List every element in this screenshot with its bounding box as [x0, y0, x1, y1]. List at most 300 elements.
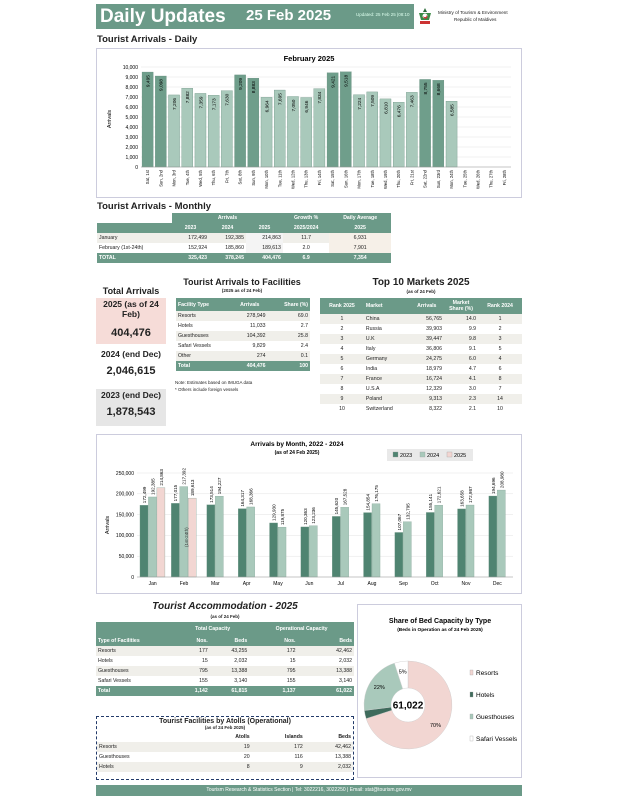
market-row-cell: 5	[320, 354, 364, 364]
monthly-row-cell: 404,476	[246, 253, 283, 263]
month-bar-label: 167,528	[342, 488, 348, 506]
market-row-cell: 6.0	[444, 354, 478, 364]
monthly-row-cell: 7,901	[329, 243, 391, 253]
atoll-row-cell: Guesthouses	[99, 754, 130, 760]
month-bar	[148, 497, 156, 577]
y-tick-label: 100,000	[115, 533, 134, 540]
facility-row-cell: 11,033	[250, 323, 266, 329]
accom-col-op-nos: Nos.	[284, 638, 296, 644]
month-bar	[188, 498, 196, 577]
daily-bar-label: 8,755	[423, 82, 429, 95]
accom-col-type: Type of Facilities	[98, 638, 140, 644]
month-bar-label: 145,620	[334, 497, 340, 515]
col-growth: 2025/2024	[293, 225, 319, 231]
y-tick-label: 9,000	[125, 74, 138, 81]
facilities-title: Tourist Arrivals to Facilities	[183, 277, 301, 287]
atoll-row	[97, 752, 353, 762]
market-row-cell: 1	[478, 314, 522, 324]
market-row	[320, 364, 522, 374]
month-x-label: Mar	[211, 581, 220, 587]
month-bar-label: 172,499	[141, 486, 147, 504]
total-2024-value: 2,046,615	[106, 365, 156, 377]
daily-bar-label: 9,098	[159, 79, 165, 92]
bed-share-panel	[357, 604, 522, 778]
market-row-cell: 4.1	[444, 374, 478, 384]
market-row	[320, 374, 522, 384]
month-bar-label: 217,392	[181, 467, 187, 485]
facility-row-cell: 25.8	[268, 331, 311, 341]
month-chart-subtitle: (as of 24 Feb 2025)	[274, 450, 320, 456]
month-bar	[403, 522, 411, 577]
daily-bar-label: 7,509	[371, 94, 377, 107]
month-bar	[364, 513, 372, 577]
market-row-cell: Germany	[364, 354, 410, 364]
monthly-row	[97, 253, 391, 263]
markets-title: Top 10 Markets 2025	[372, 277, 470, 288]
pie-slice-label: 22%	[373, 684, 385, 691]
accom-op-group: Operational Capacity	[275, 626, 328, 632]
market-row-cell: France	[364, 374, 410, 384]
accom-total-group: Total Capacity	[195, 626, 231, 632]
market-row-cell: 56,765	[410, 314, 445, 324]
pie-legend-swatch	[470, 692, 473, 697]
month-bar-label: 129,930	[271, 504, 277, 521]
market-row-cell: U.K	[364, 334, 410, 344]
page-date: 25 Feb 2025	[246, 7, 332, 24]
month-bar	[301, 527, 309, 577]
ministry-country: Republic of Maldives	[454, 17, 497, 22]
mkt-col-rank-prev: Rank 2024	[487, 303, 513, 309]
daily-bar-label: 7,206	[172, 97, 178, 110]
facility-row	[176, 321, 310, 331]
atoll-row-cell: 19	[207, 742, 252, 752]
legend-label: 2024	[427, 453, 440, 459]
y-tick-label: 200,000	[115, 491, 134, 498]
total-arrivals-title: Total Arrivals	[102, 286, 160, 296]
month-x-label: Jun	[305, 581, 314, 587]
y-tick-label: 8,000	[125, 84, 138, 91]
market-row-cell: 8,322	[429, 406, 443, 412]
month-bar-label: 163,658	[459, 490, 465, 507]
monthly-row-cell: 2.0	[302, 245, 310, 251]
daily-x-label: Tue, 18th	[369, 170, 375, 188]
market-row-cell: 8	[340, 386, 344, 392]
market-row-cell: 8	[478, 374, 522, 384]
facility-row-cell: 2.4	[300, 343, 308, 349]
atoll-row-cell: 13,388	[335, 754, 351, 760]
pie-legend-swatch	[470, 714, 473, 719]
market-row-cell: 7	[498, 386, 502, 392]
accom-row-cell: 1,137	[249, 686, 297, 696]
daily-x-label: Sat, 22nd	[422, 170, 428, 188]
month-x-label: May	[273, 581, 283, 587]
month-bar	[332, 516, 340, 577]
header-banner	[96, 4, 524, 29]
daily-x-label: Sun, 16th	[343, 169, 349, 188]
accom-row-cell: Total	[96, 686, 176, 696]
month-bar-label: 120,363	[302, 508, 308, 525]
accom-row-cell: 3,140	[339, 678, 352, 684]
month-bar-label: 177,015	[173, 484, 179, 502]
accom-row-cell: 43,255	[210, 646, 250, 656]
month-x-label: Apr	[242, 581, 251, 587]
monthly-daily-group: Daily Average	[329, 213, 391, 223]
monthly-table	[97, 213, 391, 263]
daily-bar-label: 6,964	[265, 100, 271, 113]
daily-bar-label: 7,050	[291, 99, 297, 112]
emblem-icon	[416, 7, 434, 26]
month-x-label: Nov	[461, 581, 471, 587]
facility-row-cell: Hotels	[178, 323, 193, 329]
daily-bar-label: 6,946	[304, 100, 310, 113]
accom-row-cell: Safari Vessels	[98, 678, 131, 684]
month-bar-label: 172,621	[436, 486, 442, 504]
market-row	[320, 404, 522, 414]
month-bar	[497, 490, 505, 577]
month-bar	[207, 505, 215, 577]
facility-row-cell: 100	[268, 361, 311, 371]
market-row-cell: 18,979	[426, 366, 443, 372]
daily-x-label: Sun, 23rd	[435, 170, 441, 189]
accom-row-cell: 2,032	[234, 658, 248, 664]
atoll-row-cell: Hotels	[97, 762, 207, 772]
daily-x-label: Sun, 2nd	[158, 170, 164, 187]
month-bar	[309, 526, 317, 577]
daily-x-label: Tue, 11th	[277, 170, 283, 188]
monthly-row-cell: 172,499	[172, 233, 209, 243]
y-tick-label: 0	[135, 164, 138, 171]
month-bar	[157, 488, 165, 577]
daily-bar-label: 9,518	[344, 74, 350, 87]
monthly-row-cell: 214,863	[246, 233, 283, 243]
market-row-cell: 7	[320, 374, 364, 384]
month-bar-label: 194,696	[490, 477, 496, 495]
atolls-col-atolls: Atolls	[235, 734, 250, 740]
accom-row-cell: 2,032	[339, 658, 352, 664]
facility-row-cell: 0.1	[268, 351, 311, 361]
accom-col-nos: Nos.	[196, 638, 208, 644]
total-2023-label: 2023 (end Dec)	[101, 390, 161, 400]
monthly-row-cell: 6,931	[329, 233, 391, 243]
market-row-cell: 14	[478, 394, 522, 404]
daily-x-label: Thu, 13th	[303, 170, 309, 188]
y-tick-label: 250,000	[115, 470, 134, 477]
monthly-row-cell: 325,423	[172, 253, 209, 263]
accom-row-cell: 15	[201, 658, 208, 664]
month-bar-label: 164,317	[240, 490, 246, 507]
daily-bar-label: 6,476	[397, 105, 403, 118]
month-bar	[171, 503, 179, 577]
accom-row-cell: Hotels	[98, 658, 113, 664]
accom-row	[96, 666, 354, 676]
daily-x-label: Tue, 25th	[462, 170, 468, 188]
atoll-row-cell: 9	[252, 762, 305, 772]
month-bar	[140, 505, 148, 577]
market-row	[320, 314, 522, 324]
facility-row	[176, 361, 310, 371]
col-2025: 2025	[258, 225, 271, 231]
market-row-cell: 9.9	[468, 326, 477, 332]
market-row-cell: 2.1	[468, 406, 477, 412]
daily-bar-label: 7,359	[199, 96, 205, 109]
atolls-col-islands: Islands	[284, 734, 303, 740]
daily-x-label: Fri, 7th	[224, 170, 230, 184]
month-bar-label: 107,067	[396, 513, 402, 531]
market-row-cell: 16,724	[410, 374, 445, 384]
month-bar-label: 173,514	[208, 486, 214, 503]
accom-row-cell: 61,815	[210, 686, 250, 696]
market-row-cell: China	[364, 314, 410, 324]
fac-col-arrivals: Arrivals	[240, 301, 260, 308]
daily-x-label: Wed, 5th	[197, 170, 203, 187]
market-row-cell: 3	[478, 334, 522, 344]
accom-table	[96, 622, 354, 696]
daily-x-label: Fri, 21st	[409, 170, 415, 186]
month-bar-label: 154,854	[365, 493, 371, 511]
market-row-cell: 36,806	[426, 346, 443, 352]
market-row-cell: 2.3	[444, 394, 478, 404]
monthly-row	[97, 243, 391, 253]
mkt-col-arrivals: Arrivals	[417, 303, 437, 309]
market-row-cell: 9.8	[444, 334, 478, 344]
legend-swatch	[420, 452, 425, 457]
month-bar-label: 119,875	[279, 508, 285, 526]
market-row-cell: 39,447	[410, 334, 445, 344]
market-row	[320, 324, 522, 334]
monthly-row-cell: 7,354	[329, 253, 391, 263]
atolls-title: Tourist Facilities by Atolls (Operational)	[159, 718, 291, 725]
month-x-label: Dec	[492, 581, 502, 587]
facilities-subtitle: (2025 as of 24 Feb)	[221, 288, 263, 293]
accom-row-cell: 13,388	[210, 666, 250, 676]
daily-bar-label: 9,495	[146, 75, 152, 88]
market-row-cell: 2	[498, 326, 502, 332]
atoll-row-cell: Resorts	[97, 742, 207, 752]
monthly-row-cell: 189,613	[246, 243, 283, 253]
ministry-name: Ministry of Tourism & Environment	[438, 10, 508, 15]
page-title: Daily Updates	[100, 6, 226, 27]
monthly-arrivals-group: Arrivals	[172, 213, 283, 223]
month-x-label: Jul	[337, 581, 344, 587]
accom-row-cell: 795	[249, 666, 297, 676]
facility-row	[176, 351, 310, 361]
monthly-row-cell: 11.7	[283, 233, 329, 243]
daily-bar-label: 7,695	[278, 93, 284, 106]
market-row-cell: 3	[320, 334, 364, 344]
market-row-cell: Russia	[365, 326, 382, 332]
month-bar-label: 214,863	[158, 469, 164, 486]
facility-row-cell: Other	[176, 351, 232, 361]
total-2023-value: 1,878,543	[106, 406, 156, 418]
market-row-cell: 9	[320, 394, 364, 404]
month-bar	[247, 507, 255, 577]
y-tick-label: 150,000	[115, 512, 134, 519]
monthly-row-cell: 152,924	[188, 245, 207, 251]
month-bar-label: 189,613	[190, 479, 196, 497]
facility-row-cell: Resorts	[176, 311, 232, 321]
fac-col-type: Facility Type	[178, 301, 210, 308]
bed-capacity-pie-chart	[358, 605, 521, 777]
facility-row-cell: 278,949	[232, 311, 267, 321]
accom-row	[96, 686, 354, 696]
markets-subtitle: (as of 24 Feb)	[406, 289, 436, 294]
facilities-note: Note: Estimates based on IMUGA data	[175, 380, 253, 385]
month-x-label: Sep	[398, 581, 408, 587]
pie-title: Share of Bed Capacity by Type	[388, 618, 492, 625]
daily-bar-label: 8,668	[437, 83, 443, 96]
monthly-chart-panel	[96, 434, 522, 594]
month-bar	[458, 509, 466, 577]
daily-x-label: Thu, 20th	[396, 170, 402, 188]
facility-row	[176, 341, 310, 351]
daily-chart-panel	[96, 48, 522, 198]
market-row-cell: Switzerland	[365, 406, 393, 412]
market-row	[320, 354, 522, 364]
facility-row-cell: 9,829	[252, 343, 266, 349]
daily-arrivals-chart	[97, 49, 521, 197]
daily-x-label: Mon, 3rd	[171, 170, 177, 187]
ministry-block	[414, 4, 524, 29]
market-row-cell: 4.7	[468, 366, 477, 372]
month-bar-label: 172,987	[467, 486, 473, 504]
daily-bar-label: 6,585	[450, 104, 456, 117]
market-row-cell: U.S.A	[365, 386, 380, 392]
accom-row-cell: Guesthouses	[96, 666, 176, 676]
accom-row-cell: 42,462	[297, 646, 354, 656]
accom-row-cell: 13,388	[297, 666, 354, 676]
facility-row-cell: 2.7	[300, 323, 308, 329]
mkt-col-share: Market Share (%)	[449, 300, 474, 312]
market-row	[320, 344, 522, 354]
accom-col-op-beds: Beds	[339, 638, 352, 644]
y-tick-label: 3,000	[125, 134, 138, 141]
daily-bar-label: 7,882	[186, 91, 192, 104]
col-2024: 2024	[221, 225, 234, 231]
accom-row-cell: 155	[286, 678, 296, 684]
pie-legend-label: Safari Vessels	[476, 736, 518, 743]
accom-row-cell: 172	[249, 646, 297, 656]
legend-swatch	[393, 452, 398, 457]
market-row-cell: 4	[340, 346, 344, 352]
accom-title: Tourist Accommodation - 2025	[152, 601, 298, 612]
atolls-subtitle: (as of 24 Feb 2025)	[204, 725, 246, 730]
daily-bar-label: 7,173	[212, 98, 218, 111]
market-row	[320, 334, 522, 344]
daily-x-label: Tue, 4th	[184, 170, 190, 186]
monthly-section-title: Tourist Arrivals - Monthly	[97, 201, 212, 212]
updated-stamp: Updated: 25 Feb 25 |08:10	[356, 12, 410, 17]
facility-row	[176, 331, 310, 341]
daily-x-label: Sat, 8th	[237, 170, 243, 185]
market-row-cell: 5	[498, 346, 502, 352]
facilities-footnote: * Others include foreign vessels	[175, 387, 239, 392]
monthly-growth-group: Growth %	[283, 213, 329, 223]
atoll-row-cell: 116	[294, 754, 303, 760]
daily-x-label: Sat, 15th	[330, 170, 336, 187]
accom-col-beds: Beds	[234, 638, 248, 644]
monthly-row	[97, 233, 391, 243]
col-2023: 2023	[184, 225, 197, 231]
month-bar	[372, 504, 380, 577]
market-row-cell: Italy	[365, 346, 376, 352]
month-bar	[341, 507, 349, 577]
monthly-row-cell: TOTAL	[97, 253, 172, 263]
total-2025-value: 404,476	[111, 327, 151, 339]
atoll-row-cell: 42,462	[305, 742, 353, 752]
pie-legend-swatch	[470, 670, 473, 675]
arrivals-by-month-chart	[97, 435, 521, 593]
daily-x-label: Mon, 10th	[264, 170, 270, 189]
month-bar-label: 194,227	[217, 477, 223, 495]
daily-x-label: Sun, 9th	[250, 170, 256, 186]
month-x-label: Jan	[148, 581, 157, 587]
market-row-cell: 14.0	[444, 314, 478, 324]
legend-swatch	[447, 452, 452, 457]
facility-row-cell: Guesthouses	[176, 331, 232, 341]
facility-row-cell: 274	[232, 351, 267, 361]
markets-table	[320, 298, 522, 414]
daily-x-label: Mon, 24th	[449, 170, 455, 189]
mkt-col-rank: Rank 2025	[329, 303, 355, 309]
market-row-cell: 39,903	[426, 326, 443, 332]
daily-x-label: Fri, 14th	[316, 170, 322, 186]
facility-row-cell: Total	[176, 361, 232, 371]
month-bar	[270, 523, 278, 577]
monthly-row-cell: 6.9	[283, 253, 329, 263]
month-bar	[395, 532, 403, 577]
y-tick-label: 6,000	[125, 104, 138, 111]
atoll-row-cell: 20	[243, 754, 250, 760]
market-row-cell: 3.0	[468, 386, 477, 392]
legend-label: 2025	[454, 453, 467, 459]
market-row-cell: 2	[340, 326, 344, 332]
daily-x-label: Wed, 19th	[382, 170, 388, 190]
month-bar	[466, 505, 474, 577]
daily-bar-label: 9,421	[331, 75, 337, 88]
y-tick-label: 4,000	[125, 124, 138, 131]
daily-x-label: Wed, 26th	[475, 170, 481, 190]
pie-center-value: 61,022	[392, 700, 424, 712]
accom-row-cell: Resorts	[96, 646, 176, 656]
daily-chart-title: February 2025	[283, 54, 335, 63]
daily-bar-label: 7,834	[318, 91, 324, 104]
facility-row-cell: 104,392	[232, 331, 267, 341]
month-bar-label: 132,795	[405, 503, 411, 520]
market-row	[320, 384, 522, 394]
month-x-label: Oct	[430, 581, 439, 587]
facility-row-cell: 69.0	[268, 311, 311, 321]
mkt-col-market: Market	[365, 303, 383, 309]
y-tick-label: 0	[131, 574, 134, 581]
feb-annotation: (1st-24th)	[184, 527, 189, 547]
daily-bar-label: 8,883	[252, 81, 258, 94]
pie-subtitle: (Beds in Operation as of 24 Feb 2025)	[397, 628, 483, 633]
facility-row-cell: Safari Vessels	[178, 343, 211, 349]
month-chart-title: Arrivals by Month, 2022 - 2024	[250, 441, 344, 448]
daily-y-label: Arrivals	[107, 109, 113, 129]
market-row-cell: Poland	[364, 394, 410, 404]
market-row-cell: 10	[339, 406, 345, 412]
month-bar-label: 168,366	[248, 488, 254, 505]
month-bar	[426, 512, 434, 577]
total-2024-label: 2024 (end Dec)	[101, 349, 161, 359]
monthly-row-cell: 192,385	[209, 233, 246, 243]
y-tick-label: 2,000	[125, 144, 138, 151]
market-row-cell: 6	[498, 366, 502, 372]
market-row-cell: 9,313	[410, 394, 445, 404]
total-arrivals-panel	[96, 284, 166, 424]
legend-label: 2023	[400, 453, 413, 459]
